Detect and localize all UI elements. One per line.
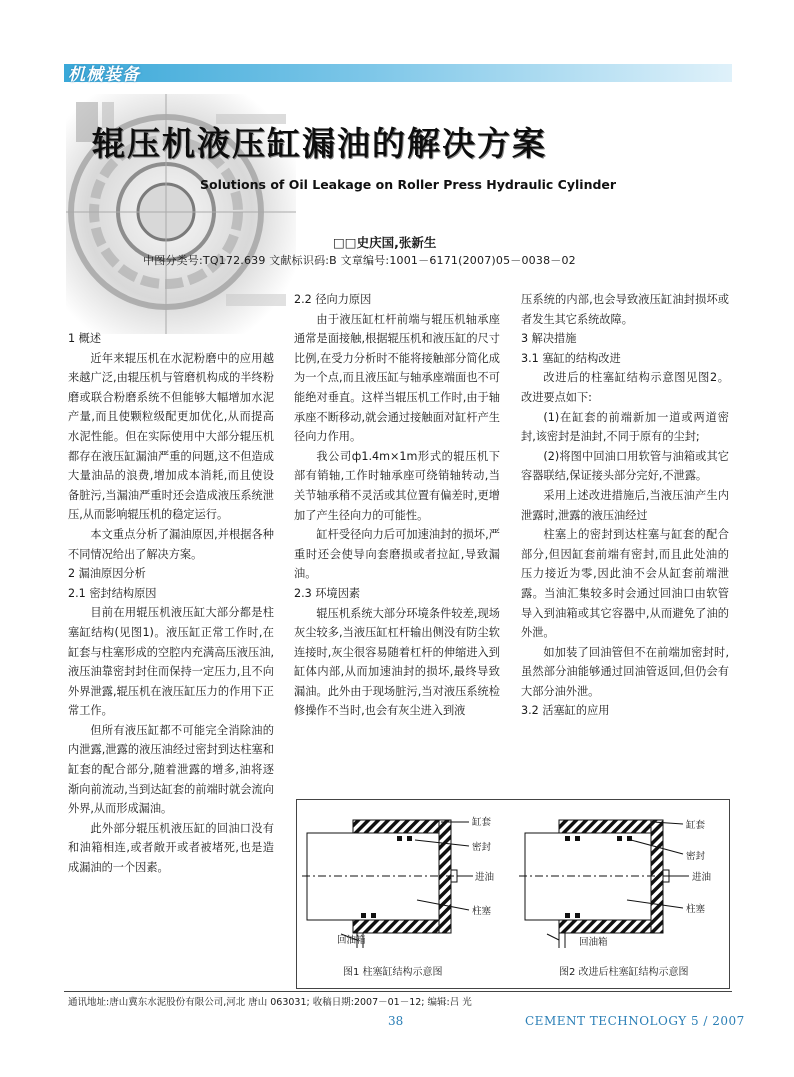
article-title-english: Solutions of Oil Leakage on Roller Press Hydraulic Cylinder bbox=[200, 177, 617, 192]
paragraph: 此外部分辊压机液压缸的回油口没有和油箱相连,或者敞开或者被堵死,也是造成漏油的一个因素。 bbox=[68, 821, 274, 875]
figure-2-diagram bbox=[519, 819, 712, 948]
journal-name: CEMENT TECHNOLOGY 5 / 2007 bbox=[525, 1014, 745, 1028]
figure-2-caption: 图2 改进后柱塞缸结构示意图 bbox=[559, 967, 689, 978]
section-tag: 机械装备 bbox=[68, 65, 140, 85]
figure-1-diagram bbox=[302, 816, 495, 948]
column-2 bbox=[294, 290, 500, 721]
section-heading: 3.1 塞缸的结构改进 bbox=[521, 351, 621, 365]
paragraph: 缸杆受径向力后可加速油封的损坏,严重时还会使导向套磨损或者拉缸,导致漏油。 bbox=[294, 528, 500, 581]
column-3 bbox=[521, 290, 729, 721]
section-heading: 2.2 径向力原因 bbox=[294, 293, 372, 306]
footer-rule bbox=[64, 991, 732, 992]
section-heading: 3 解决措施 bbox=[521, 332, 577, 346]
fig1-label-oil-in: 进油 bbox=[475, 872, 495, 883]
fig1-label-plunger: 柱塞 bbox=[472, 906, 492, 917]
fig2-label-seal: 密封 bbox=[686, 851, 706, 862]
paragraph: 本文重点分析了漏油原因,并根据各种不同情况给出了解决方案。 bbox=[68, 527, 274, 561]
fig2-label-return: 回油箱 bbox=[579, 937, 608, 948]
paragraph: 辊压机系统大部分环境条件较差,现场灰尘较多,当液压缸杠杆输出侧没有防尘软连接时,灰尘很容易随着杠杆的伸缩进入到缸体内部,从而加速油封的损坏,最终导致漏油。此外由于现场脏污,当对液压系统检修操作不当时,也会有灰尘进入到液 bbox=[294, 606, 500, 718]
column-1 bbox=[68, 329, 274, 878]
fig2-label-oil-in: 进油 bbox=[692, 872, 712, 883]
authors: □□史庆国,张新生 bbox=[333, 235, 437, 250]
fig1-label-seal: 密封 bbox=[472, 842, 492, 853]
paragraph: 目前在用辊压机液压缸大部分都是柱塞缸结构(见图1)。液压缸正常工作时,在缸套与柱塞形成的空腔内充满高压液压油,液压油靠密封封住而保持一定压力,且不向外界泄露,辊压机在液压缸压力的作用下正常工作。 bbox=[68, 606, 274, 718]
paragraph: 由于液压缸杠杆前端与辊压机轴承座通常是面接触,根据辊压机和液压缸的尺寸比例,在受力分析时不能将接触部分简化成为一个点,而且液压缸与轴承座端面也不可能绝对垂直。这样当辊压机工作时,由于轴承座不断移动,就会通过接触面对缸杆产生径向力作用。 bbox=[294, 312, 500, 444]
paragraph: 压系统的内部,也会导致液压缸油封损坏或者发生其它系统故障。 bbox=[521, 293, 729, 326]
article-title: 辊压机液压缸漏油的解决方案 bbox=[92, 124, 547, 163]
fig1-label-sleeve: 缸套 bbox=[472, 817, 492, 828]
paragraph: 采用上述改进措施后,当液压油产生内泄露时,泄露的液压油经过 bbox=[521, 488, 729, 522]
paragraph: 我公司ф1.4m×1m形式的辊压机下部有销轴,工作时轴承座可绕销轴转动,当关节轴承稍不灵活或其位置有偏差时,更增加了产生径向力的可能性。 bbox=[294, 449, 500, 522]
fig2-label-plunger: 柱塞 bbox=[686, 904, 706, 915]
figure-1-caption: 图1 柱塞缸结构示意图 bbox=[343, 967, 443, 978]
paragraph: 近年来辊压机在水泥粉磨中的应用越来越广泛,由辊压机与管磨机构成的半终粉磨或联合粉磨系统不但能够大幅增加水泥产量,而且使颗粒级配更加优化,从而提高水泥性能。但在实际使用中大部分辊压机都存在液压缸漏油严重的问题,这不但造成大量油品的浪费,增加成本消耗,而且使设备脏污,当漏油严重时还会造成液压系统泄压,从而影响辊压机的稳定运行。 bbox=[68, 351, 274, 522]
classification-line: 中图分类号:TQ172.639 文献标识码:B 文章编号:1001－6171(2007)05－0038－02 bbox=[143, 254, 576, 267]
paragraph: (1)在缸套的前端新加一道或两道密封,该密封是油封,不同于原有的尘封; bbox=[521, 410, 729, 444]
section-banner bbox=[64, 64, 732, 82]
paragraph: 如加装了回油管但不在前端加密封时,虽然部分油能够通过回油管返回,但仍会有大部分油外泄。 bbox=[521, 645, 729, 698]
paragraph: 改进后的柱塞缸结构示意图见图2。改进要点如下: bbox=[521, 371, 729, 404]
fig2-label-sleeve: 缸套 bbox=[686, 820, 706, 831]
section-heading: 3.2 活塞缸的应用 bbox=[521, 704, 610, 718]
paragraph: 但所有液压缸都不可能完全消除油的内泄露,泄露的液压油经过密封到达柱塞和缸套的配合部分,随着泄露的增多,油将逐渐向前流动,当到达缸套的前端时就会流向外界,从而形成漏油。 bbox=[68, 723, 274, 816]
section-heading: 2.1 密封结构原因 bbox=[68, 586, 157, 600]
section-heading: 1 概述 bbox=[68, 332, 102, 345]
paragraph: 柱塞上的密封到达柱塞与缸套的配合部分,但因缸套前端有密封,而且此处油的压力接近为零,因此油不会从缸套前端泄露。当油汇集较多时会通过回油口由软管导入到油箱或其它容器中,从而避免了油的外泄。 bbox=[521, 528, 729, 640]
footnote: 通讯地址:唐山冀东水泥股份有限公司,河北 唐山 063031; 收稿日期:2007－01－12; 编辑:吕 光 bbox=[68, 997, 472, 1008]
paragraph: (2)将图中回油口用软管与油箱或其它容器联结,保证接头部分完好,不泄露。 bbox=[521, 449, 729, 483]
section-heading: 2.3 环境因素 bbox=[294, 586, 361, 600]
fig1-label-return: 回油箱 bbox=[337, 935, 366, 946]
section-heading: 2 漏油原因分析 bbox=[68, 567, 146, 581]
page-number: 38 bbox=[388, 1014, 404, 1028]
figure-panel bbox=[296, 799, 730, 989]
